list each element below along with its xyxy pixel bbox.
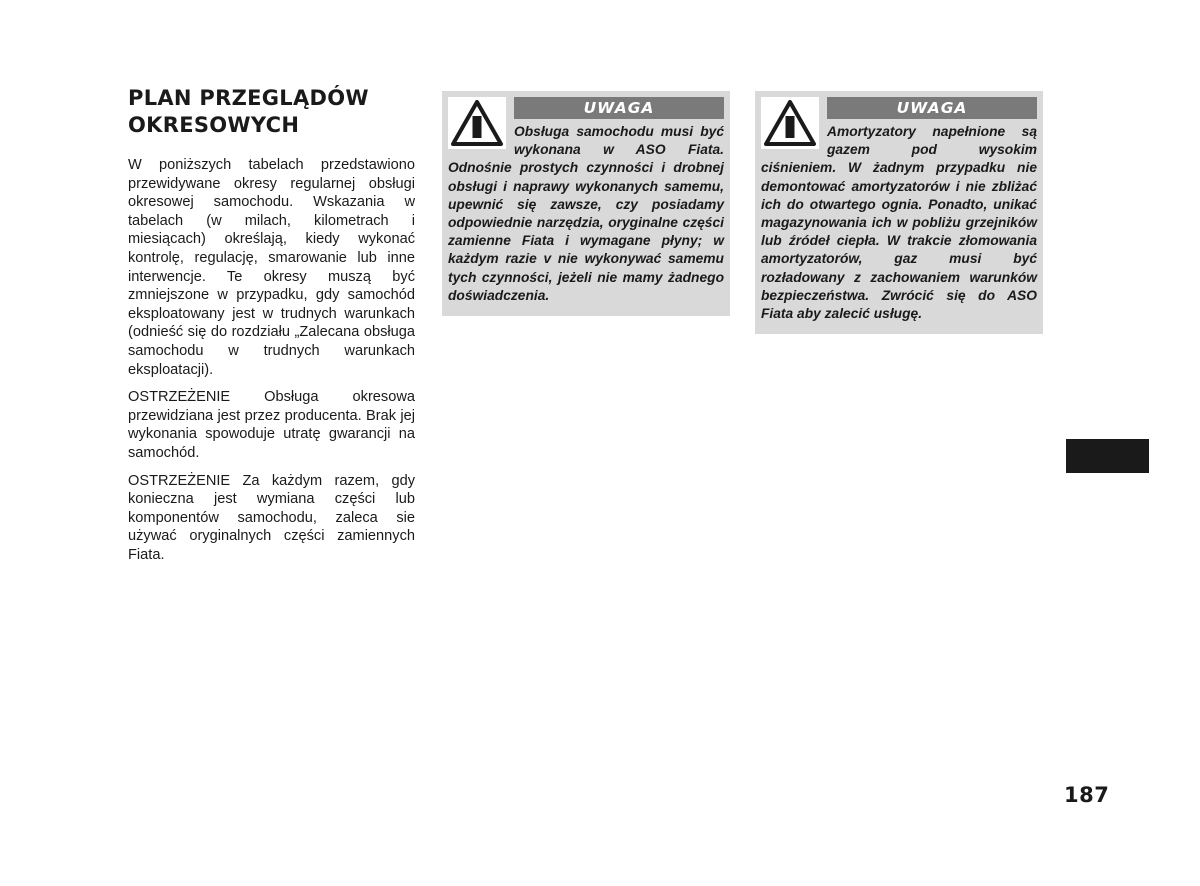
warning-header: UWAGA	[827, 97, 1037, 119]
body-paragraph-intro: W poniższych tabelach przedstawiono przewidywane okresy regularnej obsługi okresowej samochodu. Wskazania w tabelach (w milach, kilometrach i miesiącach) określają, kiedy wykonać kontrolę, regulację, smarowanie lub inne interwencje. Te okresy muszą być zmniejszone w przypadku, gdy samochód eksploatowany jest w trudnych warunkach (odnieść się do rozdziału „Zalecana obsługa samochodu w trudnych warunkach eksploatacji).	[128, 157, 415, 378]
body-text-column	[128, 156, 415, 573]
warning-header: UWAGA	[514, 97, 724, 119]
warning-triangle-icon	[761, 97, 819, 149]
warning-box-service	[442, 91, 730, 316]
page-title-line-1: PLAN PRZEGLĄDÓW	[128, 86, 369, 110]
warning-triangle-icon	[448, 97, 506, 149]
warning-text: Obsługa samochodu musi być wykonana w ASO Fiata. Odnośnie prostych czynności i drobnej obsługi i naprawy wykonanych samemu, upewnić się zawsze, czy posiadamy odpowiednie narzędzia, oryginalne części zamienne Fiata i wymagane płyny; w każdym razie v nie wykonywać samemu tych czynności, jeżeli nie mamy żadnego doświadczenia.	[448, 124, 724, 303]
body-paragraph-warning-1: OSTRZEŻENIE Obsługa okresowa przewidziana jest przez producenta. Brak jej wykonania spowoduje utratę gwarancji na samochód.	[128, 389, 415, 461]
body-paragraph-warning-2: OSTRZEŻENIE Za każdym razem, gdy konieczna jest wymiana części lub komponentów samochodu, zaleca sie używać oryginalnych części zamiennych Fiata.	[128, 472, 415, 563]
warning-text: Amortyzatory napełnione są gazem pod wysokim ciśnieniem. W żadnym przypadku nie demontować amortyzatorów i nie zbliżać ich do otwartego ognia. Ponadto, unikać magazynowania ich w pobliżu grzejników lub źródeł ciepła. W trakcie złomowania amortyzatorów, gaz musi być rozładowany z zachowaniem warunków bezpieczeństwa. Zwrócić się do ASO Fiata aby zalecić usługę.	[761, 124, 1037, 322]
chapter-side-tab	[1066, 439, 1149, 473]
warning-box-shock-absorbers	[755, 91, 1043, 334]
page-title	[128, 85, 428, 139]
page-title-line-2: OKRESOWYCH	[128, 113, 300, 137]
page-number: 187	[1064, 783, 1110, 807]
